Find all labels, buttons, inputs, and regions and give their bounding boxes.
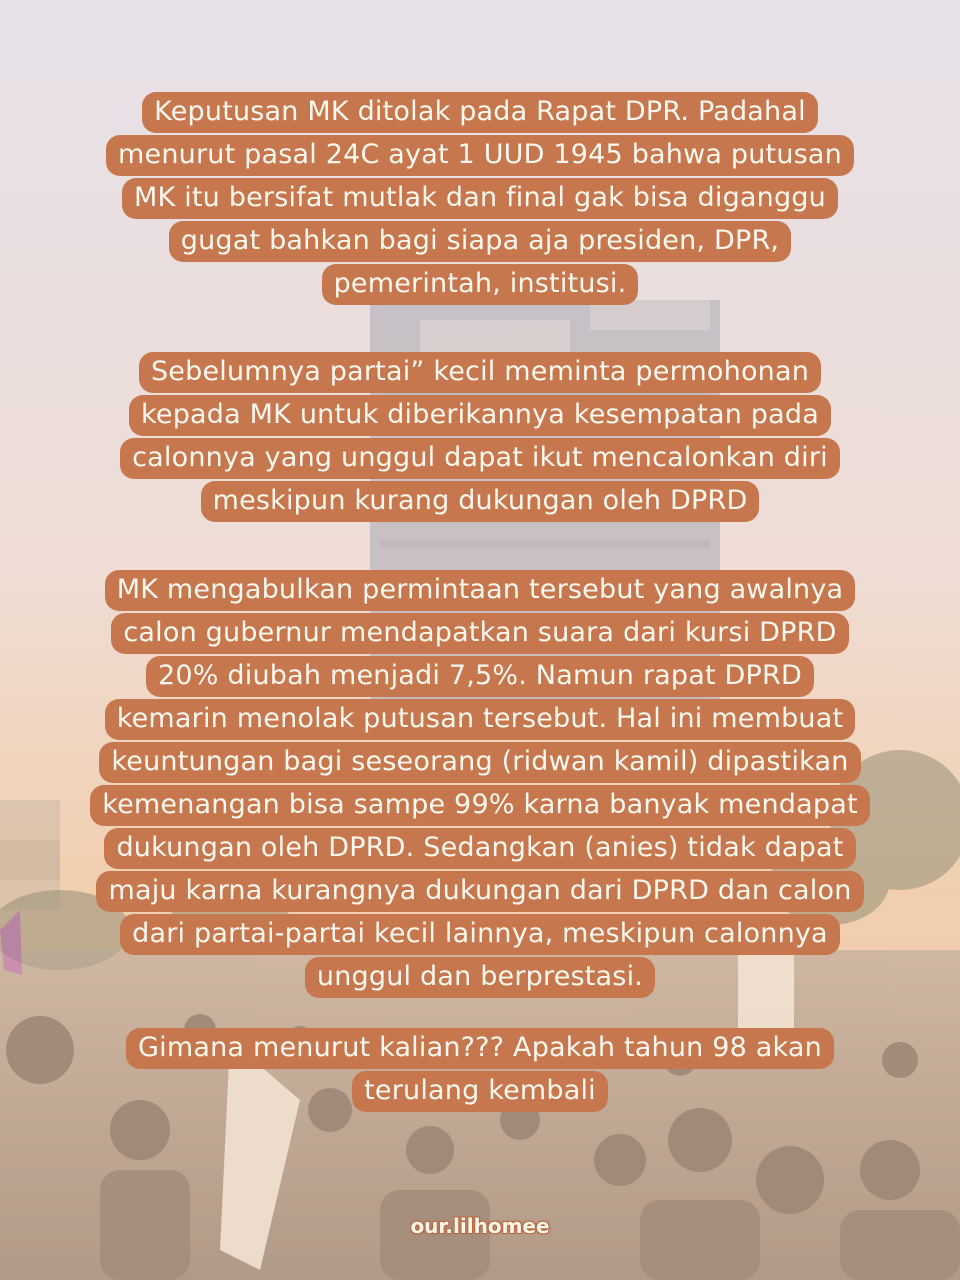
text-line: pemerintah, institusi. xyxy=(322,264,639,305)
text-line: dari partai-partai kecil lainnya, meskipun calonnya xyxy=(120,914,840,955)
text-line: Sebelumnya partai” kecil meminta permohonan xyxy=(139,352,821,393)
text-line: kemarin menolak putusan tersebut. Hal ini membuat xyxy=(105,699,856,740)
text-line: kepada MK untuk diberikannya kesempatan pada xyxy=(129,395,831,436)
text-line: calonnya yang unggul dapat ikut mencalonkan diri xyxy=(120,438,840,479)
text-line: meskipun kurang dukungan oleh DPRD xyxy=(201,481,760,522)
text-line: menurut pasal 24C ayat 1 UUD 1945 bahwa putusan xyxy=(106,135,854,176)
watermark-text: our.lilhomee xyxy=(410,1214,550,1238)
paragraph-small-parties xyxy=(0,352,960,524)
text-line: gugat bahkan bagi siapa aja presiden, DPR, xyxy=(169,221,791,262)
paragraph-mk-ruling xyxy=(0,92,960,307)
text-line: keuntungan bagi seseorang (ridwan kamil) dipastikan xyxy=(99,742,860,783)
text-line: MK mengabulkan permintaan tersebut yang awalnya xyxy=(105,570,856,611)
text-line: Gimana menurut kalian??? Apakah tahun 98 akan xyxy=(126,1028,834,1069)
text-line: maju karna kurangnya dukungan dari DPRD dan calon xyxy=(96,871,863,912)
text-line: dukungan oleh DPRD. Sedangkan (anies) tidak dapat xyxy=(104,828,855,869)
text-line: unggul dan berprestasi. xyxy=(305,957,655,998)
text-line: calon gubernur mendapatkan suara dari kursi DPRD xyxy=(111,613,848,654)
text-line: kemenangan bisa sampe 99% karna banyak mendapat xyxy=(90,785,870,826)
paragraph-question xyxy=(0,1028,960,1114)
text-line: MK itu bersifat mutlak dan final gak bisa diganggu xyxy=(122,178,838,219)
watermark xyxy=(0,1212,960,1240)
text-line: Keputusan MK ditolak pada Rapat DPR. Padahal xyxy=(142,92,818,133)
text-line: 20% diubah menjadi 7,5%. Namun rapat DPRD xyxy=(146,656,814,697)
text-line: terulang kembali xyxy=(352,1071,608,1112)
paragraph-threshold-change xyxy=(0,570,960,1000)
